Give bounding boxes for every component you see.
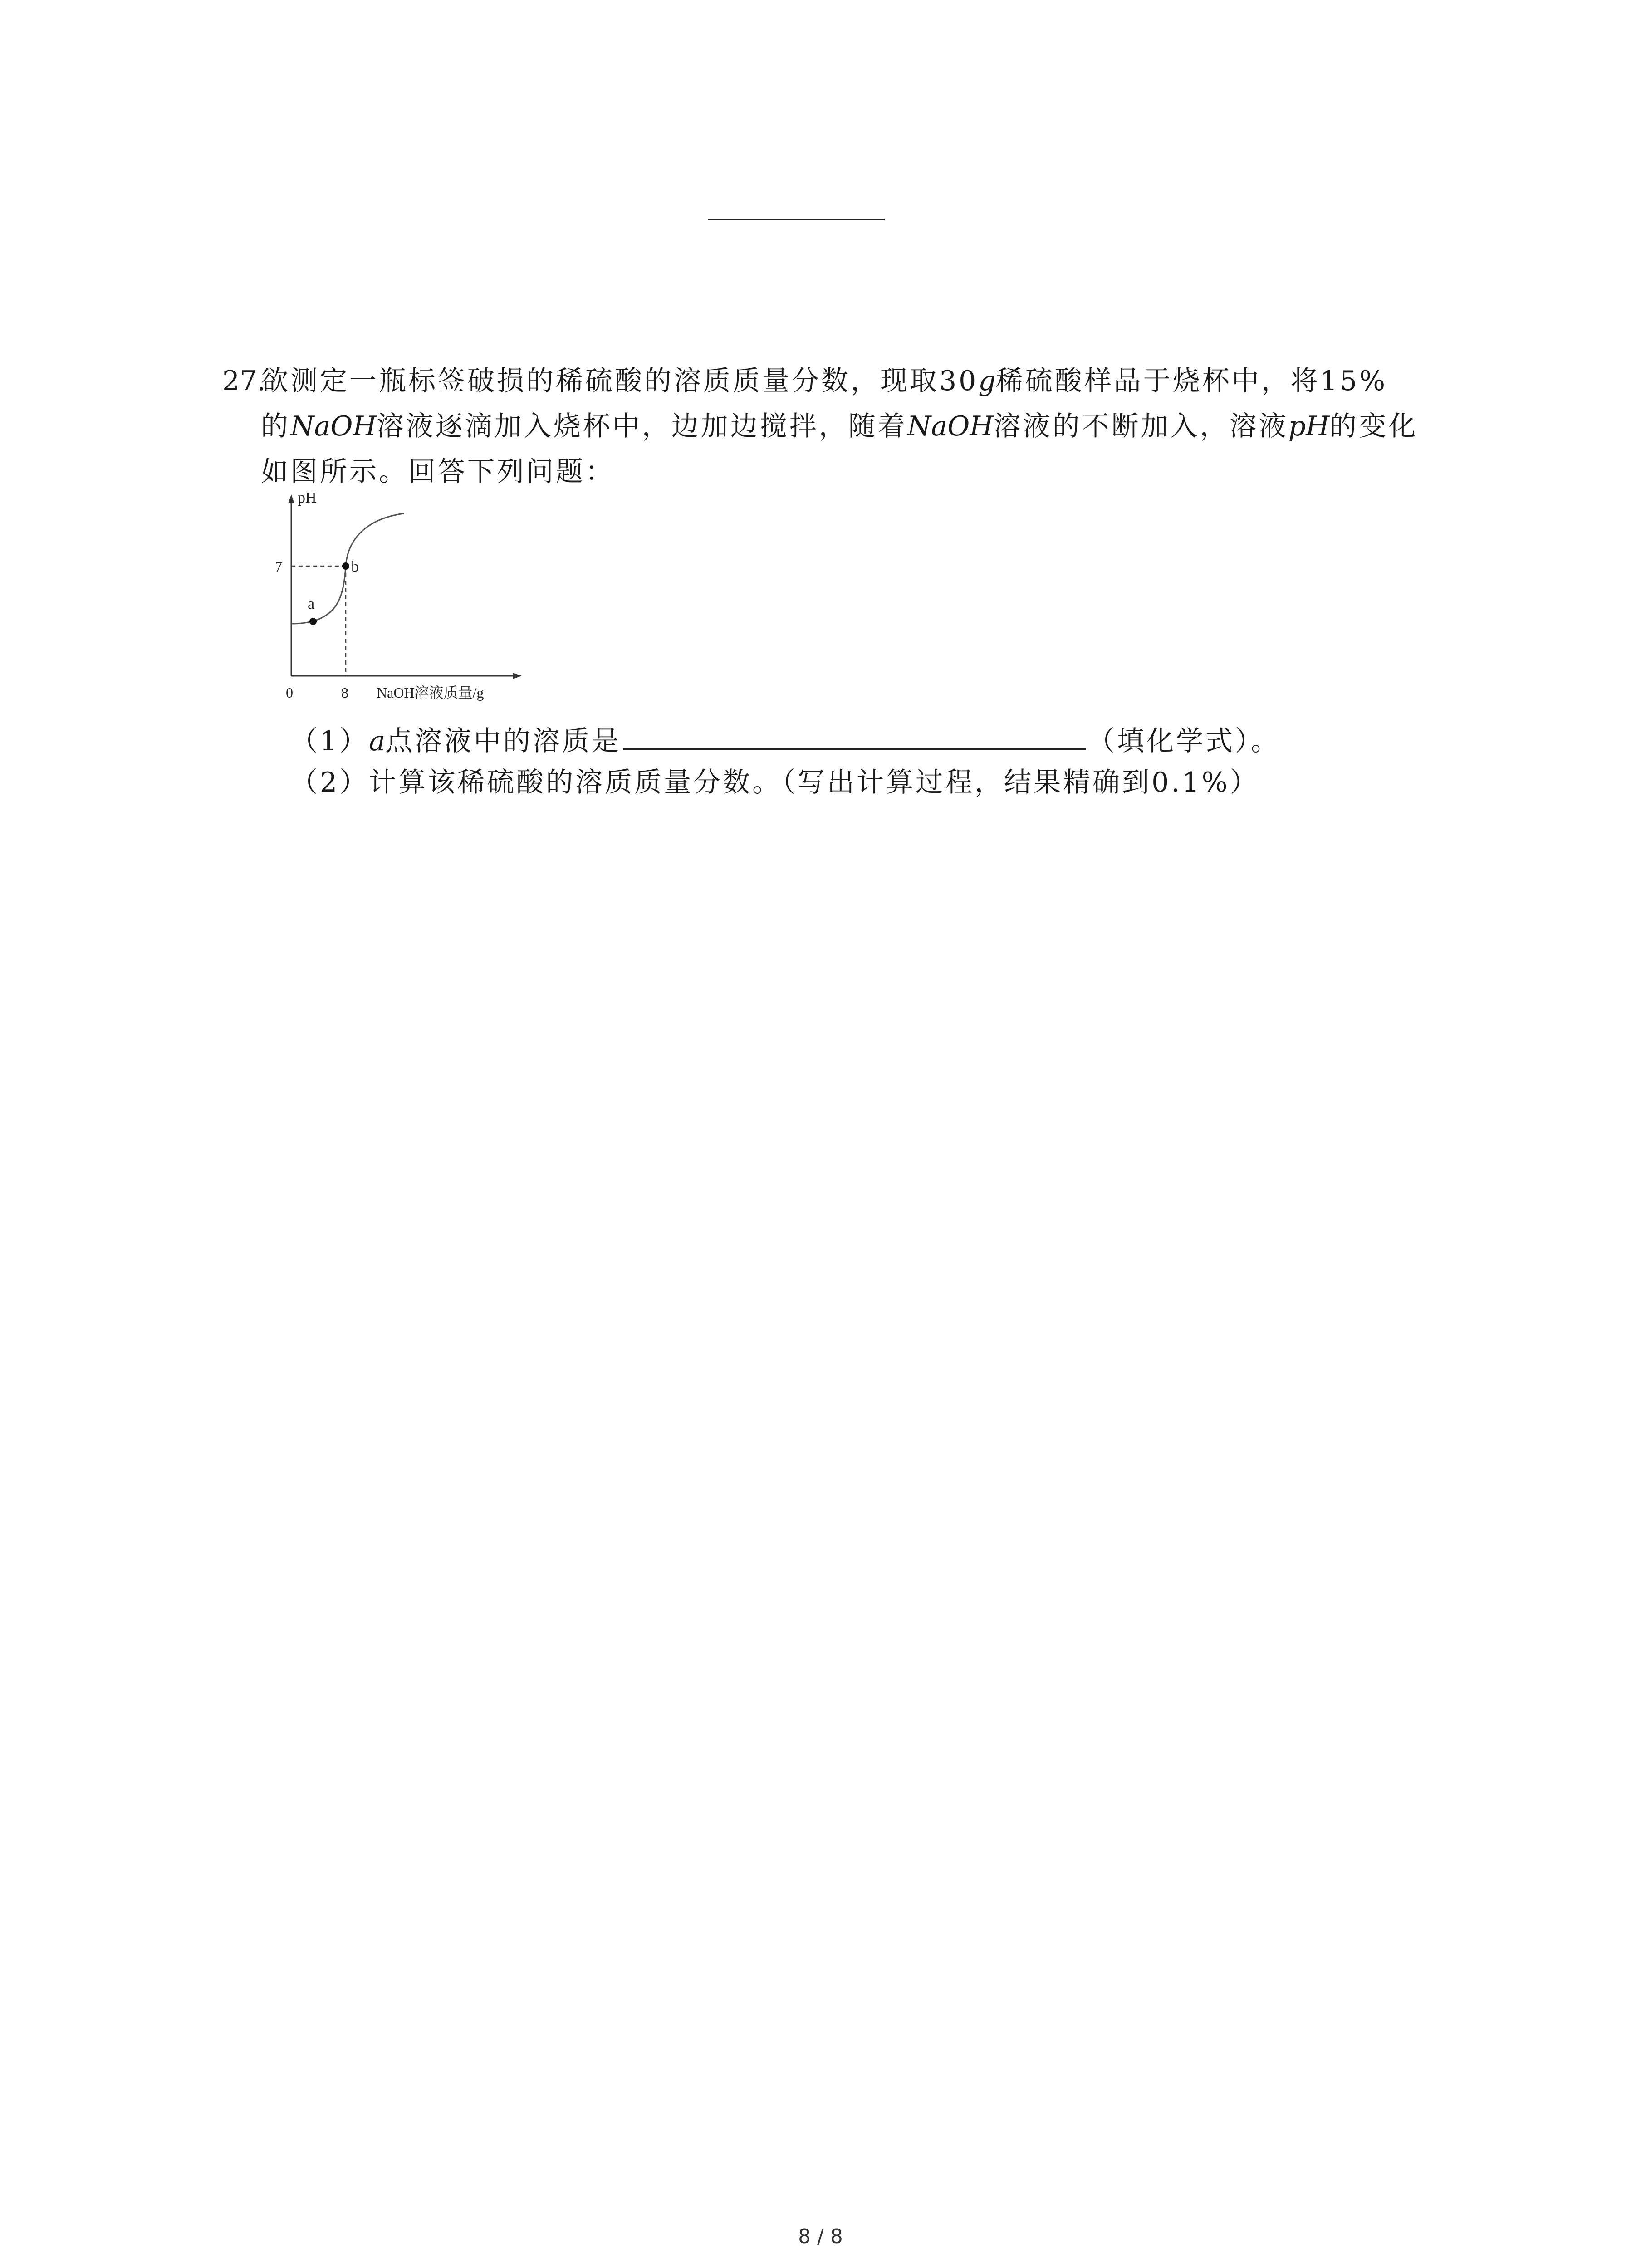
- question-number: 27.: [222, 365, 266, 397]
- stem-line-2: [261, 404, 1459, 449]
- stem-segment: NaOH: [290, 411, 377, 442]
- sub1-prefix: （1）: [290, 725, 369, 757]
- stem-segment: 的变化: [1329, 411, 1418, 442]
- stem-segment: 欲测定一瓶标签破损的稀硫酸的溶质质量分数，现取: [261, 365, 939, 397]
- stem-segment: NaOH: [907, 411, 994, 442]
- sub-question-2: （2）计算该稀硫酸的溶质质量分数。（写出计算过程，结果精确到0.1%）: [290, 767, 1259, 798]
- point-a-label: a: [308, 596, 315, 612]
- point-b-marker: [342, 562, 349, 570]
- x-axis-arrow: [513, 673, 522, 679]
- question-stem: [261, 358, 1459, 494]
- y-tick-label-7: 7: [275, 558, 282, 575]
- ph-titration-chart: [268, 490, 540, 703]
- stem-segment: g: [978, 365, 996, 397]
- sub1-suffix: （填化学式）。: [1087, 725, 1280, 757]
- origin-label: 0: [286, 684, 293, 701]
- x-axis-label: NaOH溶液质量/g: [377, 684, 484, 701]
- y-axis-arrow: [288, 494, 294, 503]
- stem-segment: pH: [1288, 411, 1330, 442]
- stem-line-1: [261, 358, 1459, 404]
- y-axis-label: pH: [298, 490, 317, 506]
- point-a-marker: [309, 618, 317, 625]
- stem-segment: 如图所示。回答下列问题：: [261, 456, 615, 488]
- page-number: 8 / 8: [798, 2225, 843, 2248]
- sub-question-1: [290, 717, 1280, 762]
- stem-segment: 15%: [1320, 365, 1388, 397]
- stem-segment: 稀硫酸样品于烧杯中，将: [995, 365, 1320, 397]
- sub1-text: 点溶液中的溶质是: [385, 725, 621, 757]
- top-divider-line: [708, 219, 885, 220]
- stem-segment: 30: [939, 365, 979, 397]
- ph-chart-svg: [268, 490, 540, 703]
- x-tick-label-8: 8: [341, 684, 348, 701]
- stem-line-3: [261, 449, 1459, 494]
- stem-segment: 溶液逐滴加入烧杯中，边加边搅拌，随着: [376, 411, 907, 442]
- answer-blank[interactable]: [623, 717, 1086, 750]
- stem-segment: 的: [261, 411, 290, 442]
- sub1-point-var: a: [369, 725, 385, 757]
- point-b-label: b: [351, 558, 359, 575]
- stem-segment: 溶液的不断加入，溶液: [993, 411, 1288, 442]
